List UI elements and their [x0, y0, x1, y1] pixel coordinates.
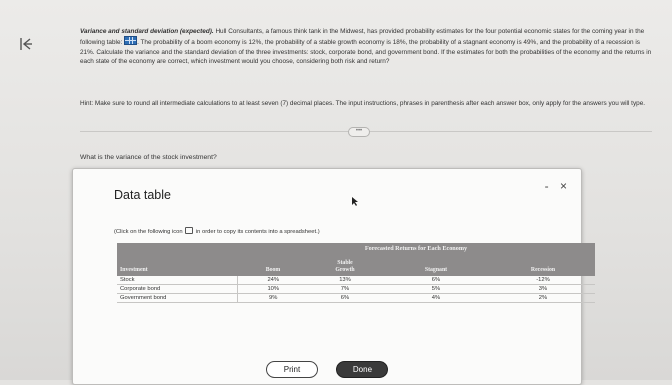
column-header-investment: Investment	[117, 254, 237, 276]
modal-buttons	[266, 359, 402, 378]
table-row	[117, 285, 595, 294]
table-cell: 24%	[237, 276, 309, 285]
problem-statement	[80, 27, 655, 66]
copy-to-spreadsheet-icon[interactable]	[185, 227, 193, 234]
table-cell: 6%	[381, 276, 491, 285]
more-ellipsis-icon[interactable]: •••	[348, 127, 370, 137]
returns-table	[117, 243, 595, 303]
minimize-icon[interactable]: -	[544, 179, 549, 193]
row-label: Government bond	[117, 294, 237, 303]
column-header-recession: Recession	[491, 254, 595, 276]
mouse-cursor-icon	[352, 197, 359, 208]
stable-growth-label: Stable Growth	[335, 260, 355, 273]
problem-text-part2: . The probability of a boom economy is 12%, the probability of a stable growth economy is 18%, the probability of a stagnant economy is 49%, and the probability of a recession is 21%. Calculate the variance and the standard deviation of the three investments: stock, corporate bond, and government bond. If the estimates for both the probabilities of the economy and the returns in each state of the economy are correct, which investment would you choose, considering both risk and return?	[80, 39, 652, 65]
table-cell: 10%	[237, 285, 309, 294]
print-button[interactable]: Print	[266, 361, 318, 378]
modal-title: Data table	[114, 188, 171, 202]
done-button[interactable]: Done	[336, 361, 388, 378]
header-blank	[117, 243, 237, 254]
copy-instruction	[114, 227, 320, 235]
close-icon[interactable]: ×	[559, 179, 567, 193]
column-header-boom: Boom	[237, 254, 309, 276]
collapse-left-icon[interactable]	[18, 36, 34, 52]
question-text: What is the variance of the stock investment?	[80, 154, 217, 161]
column-header-stagnant: Stagnant	[381, 254, 491, 276]
table-cell: 7%	[309, 285, 381, 294]
table-cell: 3%	[491, 285, 595, 294]
table-cell: 4%	[381, 294, 491, 303]
table-cell: 2%	[491, 294, 595, 303]
copy-instruction-after: in order to copy its contents into a spreadsheet.)	[195, 229, 320, 235]
table-grid-icon[interactable]	[124, 36, 137, 45]
table-cell: 5%	[381, 285, 491, 294]
group-header: Forecasted Returns for Each Economy	[237, 243, 595, 254]
table-cell: -12%	[491, 276, 595, 285]
table-cell: 6%	[309, 294, 381, 303]
row-label: Corporate bond	[117, 285, 237, 294]
problem-text-part1: Hull Consultants, a famous think tank in the Midwest, has provided probability estimates for the four potential economic states for the coming year in the following table:	[80, 28, 645, 47]
data-table-modal	[72, 168, 582, 385]
row-label: Stock	[117, 276, 237, 285]
column-header-stable-growth	[309, 254, 381, 276]
copy-instruction-before: (Click on the following icon	[114, 229, 183, 235]
table-row	[117, 276, 595, 285]
table-cell: 13%	[309, 276, 381, 285]
modal-controls	[537, 179, 567, 193]
problem-title: Variance and standard deviation (expected).	[80, 28, 214, 35]
hint-text: Hint: Make sure to round all intermediate calculations to at least seven (7) decimal places. The input instructions, phrases in parenthesis after each answer box, only apply for the answers you will type.	[80, 100, 646, 107]
table-row	[117, 294, 595, 303]
table-cell: 9%	[237, 294, 309, 303]
